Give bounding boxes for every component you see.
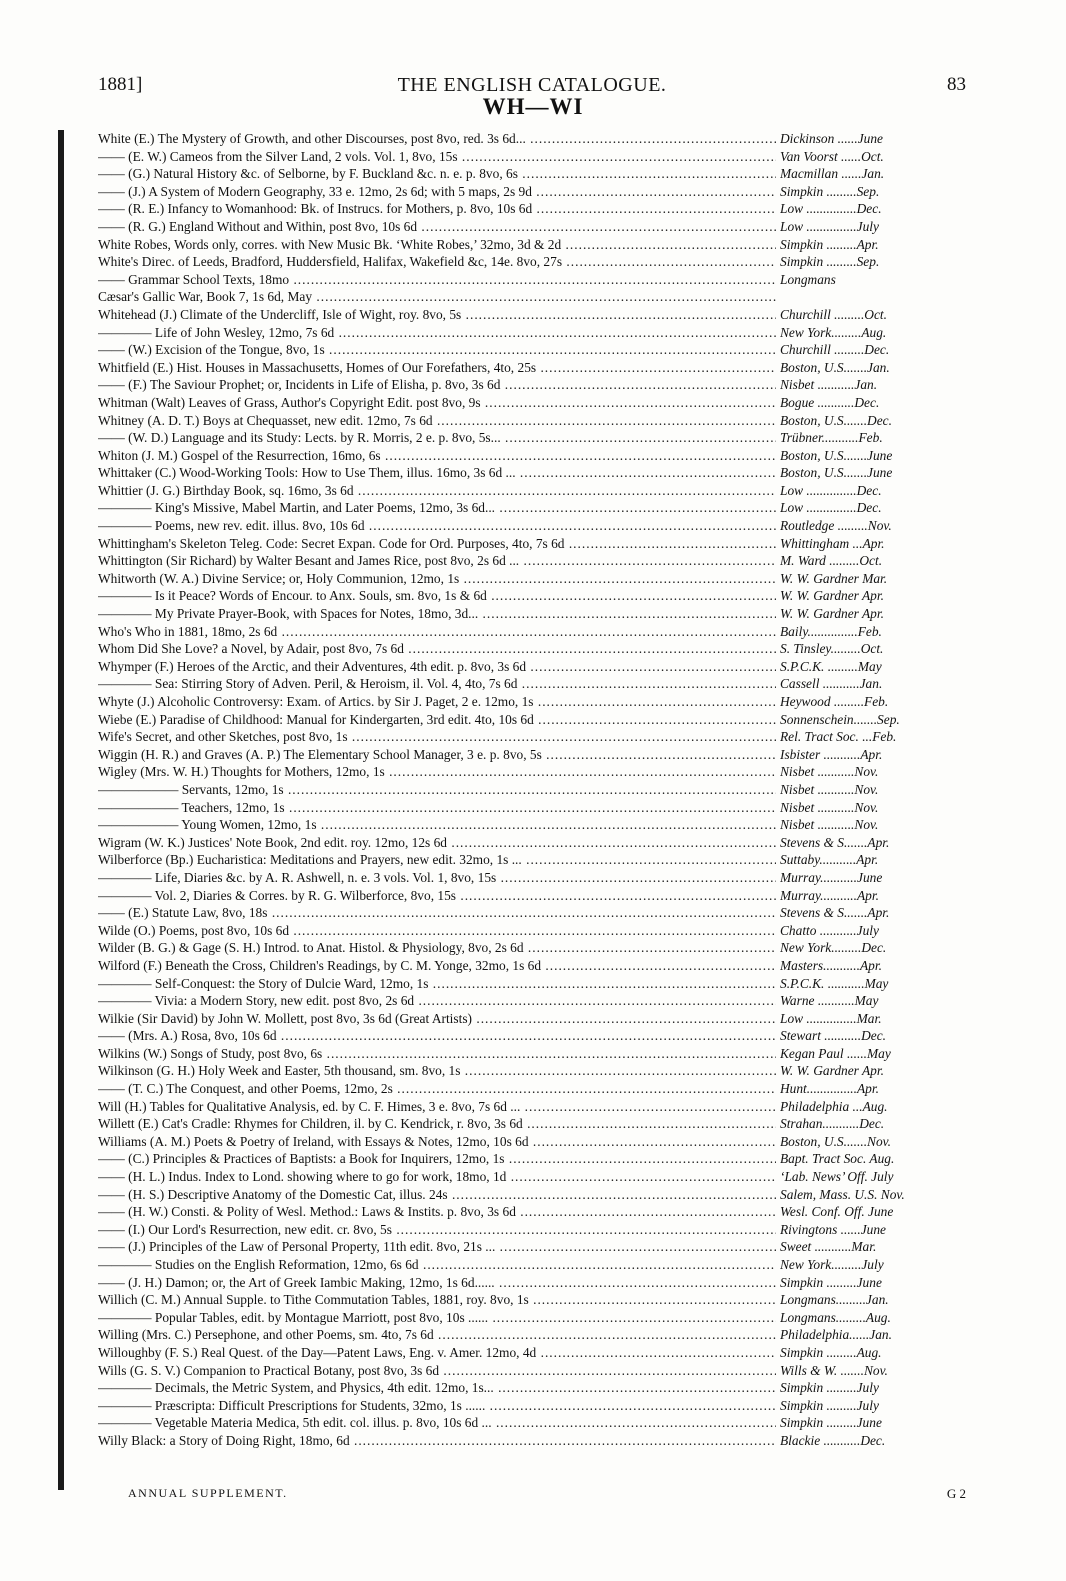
entry-publisher: S. Tinsley.........Oct. (780, 640, 966, 658)
entry-text: ———— Self-Conquest: the Story of Dulcie Ward, 12mo, 1s ..... (98, 975, 776, 993)
entry-publisher: Stevens & S.......Apr. (780, 904, 966, 922)
catalogue-entry (98, 957, 966, 975)
entry-publisher: Sweet ...........Mar. (780, 1238, 966, 1256)
entry-text: —— (W.) Excision of the Tongue, 8vo, 1s ..... (98, 341, 776, 359)
entry-text: —— (J.) A System of Modern Geography, 33 e. 12mo, 2s 6d; with 5 maps, 2s 9d ..... (98, 183, 776, 201)
entry-publisher: Nisbet ...........Nov. (780, 799, 966, 817)
entry-text: White's Direc. of Leeds, Bradford, Huddersfield, Halifax, Wakefield &c, 14e. 8vo, 27s ..... (98, 253, 776, 271)
catalogue-entry (98, 535, 966, 553)
entry-publisher: Philadelphia......Jan. (780, 1326, 966, 1344)
catalogue-entry (98, 341, 966, 359)
entry-publisher: Whittingham ...Apr. (780, 535, 966, 553)
catalogue-entry (98, 165, 966, 183)
entry-publisher: Rel. Tract Soc. ...Feb. (780, 728, 966, 746)
entry-text: ———— Life of John Wesley, 12mo, 7s 6d ..... (98, 324, 776, 342)
entry-text: Whittier (J. G.) Birthday Book, sq. 16mo, 3s 6d ..... (98, 482, 776, 500)
entry-publisher: Strahan...........Dec. (780, 1115, 966, 1133)
entry-publisher: Murray...........Apr. (780, 887, 966, 905)
entry-text: ———— Præscripta: Difficult Prescriptions for Students, 32mo, 1s ...... ..... (98, 1397, 776, 1415)
entry-text: Willett (E.) Cat's Cradle: Rhymes for Children, il. by C. Kendrick, r. 8vo, 3s 6d ..... (98, 1115, 776, 1133)
catalogue-entry (98, 359, 966, 377)
entry-publisher: Baily...............Feb. (780, 623, 966, 641)
catalogue-entry (98, 1010, 966, 1028)
entry-text: Whiton (J. M.) Gospel of the Resurrection, 16mo, 6s ..... (98, 447, 776, 465)
entry-text: —————— Servants, 12mo, 1s ..... (98, 781, 776, 799)
entry-publisher: Low ...............July (780, 218, 966, 236)
entry-publisher: Nisbet ...........Nov. (780, 781, 966, 799)
catalogue-entry (98, 1080, 966, 1098)
catalogue-entry (98, 834, 966, 852)
entry-text: —— (Mrs. A.) Rosa, 8vo, 10s 6d ..... (98, 1027, 776, 1045)
entry-text: —— (E. W.) Cameos from the Silver Land, 2 vols. Vol. 1, 8vo, 15s ..... (98, 148, 776, 166)
catalogue-entry (98, 1221, 966, 1239)
entry-text: —— (H. W.) Consti. & Polity of Wesl. Method.: Laws & Instits. p. 8vo, 3s 6d ..... (98, 1203, 776, 1221)
entry-text: Will (H.) Tables for Qualitative Analysis, ed. by C. F. Himes, 3 e. 8vo, 7s 6d ... ..... (98, 1098, 776, 1116)
entry-publisher: Nisbet ...........Nov. (780, 816, 966, 834)
entry-publisher: Simpkin .........July (780, 1379, 966, 1397)
entry-text: Whitney (A. D. T.) Boys at Chequasset, new edit. 12mo, 7s 6d ..... (98, 412, 776, 430)
entry-text: Whyte (J.) Alcoholic Controversy: Exam. of Artics. by Sir J. Paget, 2 e. 12mo, 1s ..... (98, 693, 776, 711)
catalogue-entry (98, 1027, 966, 1045)
entry-publisher: Philadelphia ...Aug. (780, 1098, 966, 1116)
catalogue-entry (98, 218, 966, 236)
entry-publisher: Bapt. Tract Soc. Aug. (780, 1150, 966, 1168)
entry-text: ———— Vegetable Materia Medica, 5th edit. col. illus. p. 8vo, 10s 6d ... ..... (98, 1414, 776, 1432)
entry-text: —— (W. D.) Language and its Study: Lects. by R. Morris, 2 e. p. 8vo, 5s... ..... (98, 429, 776, 447)
entry-text: —————— Teachers, 12mo, 1s ..... (98, 799, 776, 817)
header-year: 1881] (98, 74, 143, 95)
entry-text: —— (J. H.) Damon; or, the Art of Greek Iambic Making, 12mo, 1s 6d...... ..... (98, 1274, 776, 1292)
catalogue-entry (98, 1203, 966, 1221)
entry-publisher: Simpkin .........June (780, 1274, 966, 1292)
catalogue-entry (98, 1397, 966, 1415)
catalogue-entry (98, 992, 966, 1010)
entry-publisher: Churchill .........Oct. (780, 306, 966, 324)
entry-text: —— (H. L.) Indus. Index to Lond. showing where to go for work, 18mo, 1d ..... (98, 1168, 776, 1186)
catalogue-entry (98, 1045, 966, 1063)
entry-publisher: Stevens & S.......Apr. (780, 834, 966, 852)
entry-publisher: Murray...........June (780, 869, 966, 887)
entry-text: ———— Poems, new rev. edit. illus. 8vo, 10s 6d ..... (98, 517, 776, 535)
entry-publisher: Simpkin .........Apr. (780, 236, 966, 254)
catalogue-entry (98, 271, 966, 289)
entry-text: Wiebe (E.) Paradise of Childhood: Manual for Kindergarten, 3rd edit. 4to, 10s 6d ..... (98, 711, 776, 729)
entry-publisher: New York.........July (780, 1256, 966, 1274)
entry-text: Wigram (W. K.) Justices' Note Book, 2nd edit. roy. 12mo, 12s 6d ..... (98, 834, 776, 852)
entry-publisher: New York.........Aug. (780, 324, 966, 342)
catalogue-entry (98, 429, 966, 447)
entry-publisher: W. W. Gardner Mar. (780, 570, 966, 588)
catalogue-entry (98, 939, 966, 957)
catalogue-entry (98, 499, 966, 517)
entry-text: ———— Studies on the English Reformation, 12mo, 6s 6d ..... (98, 1256, 776, 1274)
catalogue-entry (98, 183, 966, 201)
signature-mark: G 2 (946, 1486, 966, 1501)
binding-shadow (58, 130, 64, 1490)
catalogue-entry (98, 130, 966, 148)
entry-publisher: Routledge .........Nov. (780, 517, 966, 535)
catalogue-entry (98, 288, 966, 306)
entry-publisher: Simpkin .........Sep. (780, 183, 966, 201)
entry-publisher: ‘Lab. News’ Off. July (780, 1168, 966, 1186)
catalogue-entry (98, 324, 966, 342)
catalogue-entry (98, 1150, 966, 1168)
catalogue-entry (98, 200, 966, 218)
catalogue-entry (98, 675, 966, 693)
entry-text: Cæsar's Gallic War, Book 7, 1s 6d, May ..... (98, 288, 776, 306)
entry-publisher: Simpkin .........June (780, 1414, 966, 1432)
entry-publisher: Van Voorst ......Oct. (780, 148, 966, 166)
catalogue-entry (98, 1115, 966, 1133)
entry-text: Wills (G. S. V.) Companion to Practical Botany, post 8vo, 3s 6d ..... (98, 1362, 776, 1380)
entry-publisher: Macmillan ......Jan. (780, 165, 966, 183)
entry-text: Willing (Mrs. C.) Persephone, and other Poems, sm. 4to, 7s 6d ..... (98, 1326, 776, 1344)
catalogue-entry (98, 394, 966, 412)
entry-publisher: Longmans.........Aug. (780, 1309, 966, 1327)
entry-publisher: Boston, U.S.......Dec. (780, 412, 966, 430)
entry-publisher: Boston, U.S.......June (780, 464, 966, 482)
entry-text: White (E.) The Mystery of Growth, and other Discourses, post 8vo, red. 3s 6d... ..... (98, 130, 776, 148)
entry-publisher: S.P.C.K. .........May (780, 658, 966, 676)
catalogue-entry (98, 1062, 966, 1080)
catalogue-entry (98, 447, 966, 465)
catalogue-entry (98, 587, 966, 605)
entry-publisher: Simpkin .........Sep. (780, 253, 966, 271)
entry-publisher: Bogue ...........Dec. (780, 394, 966, 412)
catalogue-entry (98, 640, 966, 658)
catalogue-entry (98, 253, 966, 271)
catalogue-entry (98, 376, 966, 394)
entry-publisher: Suttaby...........Apr. (780, 851, 966, 869)
page-number: 83 (947, 74, 966, 95)
entry-text: Willy Black: a Story of Doing Right, 18mo, 6d ..... (98, 1432, 776, 1450)
catalogue-entry (98, 482, 966, 500)
catalogue-entry (98, 605, 966, 623)
catalogue-entry (98, 1414, 966, 1432)
catalogue-entry (98, 658, 966, 676)
entry-text: Wilkinson (G. H.) Holy Week and Easter, 5th thousand, sm. 8vo, 1s ..... (98, 1062, 776, 1080)
catalogue-entry (98, 693, 966, 711)
catalogue-entry (98, 922, 966, 940)
entry-publisher: Longmans.........Jan. (780, 1291, 966, 1309)
catalogue-entry (98, 1168, 966, 1186)
entry-text: ———— Vivia: a Modern Story, new edit. post 8vo, 2s 6d ..... (98, 992, 776, 1010)
entry-publisher: Boston, U.S.......Nov. (780, 1133, 966, 1151)
catalogue-entry (98, 728, 966, 746)
catalogue-entry (98, 816, 966, 834)
catalogue-entry (98, 869, 966, 887)
entry-text: Wilford (F.) Beneath the Cross, Children's Readings, by C. M. Yonge, 32mo, 1s 6d ..... (98, 957, 776, 975)
catalogue-entry (98, 306, 966, 324)
catalogue-entry (98, 1256, 966, 1274)
entry-publisher: New York.........Dec. (780, 939, 966, 957)
entry-publisher: Rivingtons ......June (780, 1221, 966, 1239)
entry-text: ———— Vol. 2, Diaries & Corres. by R. G. Wilberforce, 8vo, 15s ..... (98, 887, 776, 905)
entry-publisher: Dickinson ......June (780, 130, 966, 148)
entry-publisher: Sonnenschein.......Sep. (780, 711, 966, 729)
entry-text: Wiggin (H. R.) and Graves (A. P.) The Elementary School Manager, 3 e. p. 8vo, 5s ..... (98, 746, 776, 764)
entry-text: Whittingham's Skeleton Teleg. Code: Secret Expan. Code for Ord. Purposes, 4to, 7s 6d ..... (98, 535, 776, 553)
page-footer (128, 1486, 966, 1506)
entry-publisher: Longmans (780, 271, 966, 289)
catalogue-entry (98, 1309, 966, 1327)
entry-publisher: Simpkin .........Aug. (780, 1344, 966, 1362)
entry-text: —————— Young Women, 12mo, 1s ..... (98, 816, 776, 834)
entry-text: ———— Is it Peace? Words of Encour. to Anx. Souls, sm. 8vo, 1s & 6d ..... (98, 587, 776, 605)
catalogue-entry (98, 904, 966, 922)
entry-publisher: Warne ...........May (780, 992, 966, 1010)
entry-text: Whitman (Walt) Leaves of Grass, Author's Copyright Edit. post 8vo, 9s ..... (98, 394, 776, 412)
entry-text: ———— Sea: Stirring Story of Adven. Peril, & Heroism, il. Vol. 4, 4to, 7s 6d ..... (98, 675, 776, 693)
catalogue-entry (98, 799, 966, 817)
entry-publisher: Chatto ...........July (780, 922, 966, 940)
entry-text: Whymper (F.) Heroes of the Arctic, and their Adventures, 4th edit. p. 8vo, 3s 6d ..... (98, 658, 776, 676)
entry-text: ———— Life, Diaries &c. by A. R. Ashwell, n. e. 3 vols. Vol. 1, 8vo, 15s ..... (98, 869, 776, 887)
footer-supplement: ANNUAL SUPPLEMENT. (128, 1486, 288, 1500)
entry-text: —— (C.) Principles & Practices of Baptists: a Book for Inquirers, 12mo, 1s ..... (98, 1150, 776, 1168)
entry-text: ———— My Private Prayer-Book, with Spaces for Notes, 18mo, 3d... ..... (98, 605, 776, 623)
catalogue-entry (98, 236, 966, 254)
catalogue-entry (98, 711, 966, 729)
entry-text: —— (R. E.) Infancy to Womanhood: Bk. of Instrucs. for Mothers, p. 8vo, 10s 6d ..... (98, 200, 776, 218)
catalogue-entry (98, 517, 966, 535)
catalogue-entry (98, 781, 966, 799)
entry-text: Whitfield (E.) Hist. Houses in Massachusetts, Homes of Our Forefathers, 4to, 25s ..... (98, 359, 776, 377)
entry-text: —— (T. C.) The Conquest, and other Poems, 12mo, 2s ..... (98, 1080, 776, 1098)
entry-publisher: Isbister ...........Apr. (780, 746, 966, 764)
entry-text: ———— Decimals, the Metric System, and Physics, 4th edit. 12mo, 1s... ..... (98, 1379, 776, 1397)
entry-publisher: Kegan Paul ......May (780, 1045, 966, 1063)
catalogue-entry (98, 1133, 966, 1151)
entry-text: —— (H. S.) Descriptive Anatomy of the Domestic Cat, illus. 24s ..... (98, 1186, 776, 1204)
entry-publisher: Low ...............Dec. (780, 482, 966, 500)
entry-publisher: Hunt...............Apr. (780, 1080, 966, 1098)
entry-publisher: W. W. Gardner Apr. (780, 605, 966, 623)
entry-publisher: M. Ward .........Oct. (780, 552, 966, 570)
entry-publisher: Churchill .........Dec. (780, 341, 966, 359)
entry-text: Wilkins (W.) Songs of Study, post 8vo, 6s ..... (98, 1045, 776, 1063)
entry-publisher: Trübner...........Feb. (780, 429, 966, 447)
entry-text: —— Grammar School Texts, 18mo ..... (98, 271, 776, 289)
catalogue-entry (98, 623, 966, 641)
catalogue-entry (98, 887, 966, 905)
header-title: THE ENGLISH CATALOGUE. (397, 74, 667, 96)
entry-text: Whitehead (J.) Climate of the Undercliff, Isle of Wight, roy. 8vo, 5s ..... (98, 306, 776, 324)
entry-publisher: Low ...............Dec. (780, 499, 966, 517)
entry-publisher: Heywood .........Feb. (780, 693, 966, 711)
entry-publisher: Nisbet ...........Jan. (780, 376, 966, 394)
section-heading: WH—WI (482, 94, 584, 119)
entry-publisher: Wills & W. .......Nov. (780, 1362, 966, 1380)
catalogue-entry (98, 570, 966, 588)
entry-publisher: Stewart ...........Dec. (780, 1027, 966, 1045)
entry-text: Wife's Secret, and other Sketches, post 8vo, 1s ..... (98, 728, 776, 746)
entry-publisher: Boston, U.S.......June (780, 447, 966, 465)
catalogue-entry (98, 1362, 966, 1380)
entry-text: Willoughby (F. S.) Real Quest. of the Day—Patent Laws, Eng. v. Amer. 12mo, 4d ..... (98, 1344, 776, 1362)
catalogue-entry (98, 412, 966, 430)
entry-text: Wigley (Mrs. W. H.) Thoughts for Mothers, 12mo, 1s ..... (98, 763, 776, 781)
entry-publisher: Blackie ...........Dec. (780, 1432, 966, 1450)
entry-publisher: Masters...........Apr. (780, 957, 966, 975)
entry-publisher: Boston, U.S.......Jan. (780, 359, 966, 377)
entry-text: Wilde (O.) Poems, post 8vo, 10s 6d ..... (98, 922, 776, 940)
entry-text: Wilberforce (Bp.) Eucharistica: Meditations and Prayers, new edit. 32mo, 1s ... ..... (98, 851, 776, 869)
entry-text: Whitworth (W. A.) Divine Service; or, Holy Communion, 12mo, 1s ..... (98, 570, 776, 588)
catalogue-entry (98, 1098, 966, 1116)
entry-text: —— (I.) Our Lord's Resurrection, new edit. cr. 8vo, 5s ..... (98, 1221, 776, 1239)
entry-publisher: Salem, Mass. U.S. Nov. (780, 1186, 966, 1204)
entry-publisher: Cassell ...........Jan. (780, 675, 966, 693)
entry-publisher: Wesl. Conf. Off. June (780, 1203, 966, 1221)
entry-publisher: W. W. Gardner Apr. (780, 587, 966, 605)
catalogue-entry (98, 464, 966, 482)
entry-text: Williams (A. M.) Poets & Poetry of Ireland, with Essays & Notes, 12mo, 10s 6d ..... (98, 1133, 776, 1151)
entry-text: Wilder (B. G.) & Gage (S. H.) Introd. to Anat. Histol. & Physiology, 8vo, 2s 6d ..... (98, 939, 776, 957)
catalogue-entry (98, 746, 966, 764)
catalogue-entry (98, 1238, 966, 1256)
entry-text: Wilkie (Sir David) by John W. Mollett, post 8vo, 3s 6d (Great Artists) ..... (98, 1010, 776, 1028)
catalogue-entry (98, 1274, 966, 1292)
entry-publisher: W. W. Gardner Apr. (780, 1062, 966, 1080)
entry-publisher: Low ...............Mar. (780, 1010, 966, 1028)
catalogue-entry (98, 1291, 966, 1309)
entry-publisher: Low ...............Dec. (780, 200, 966, 218)
catalogue-entry (98, 552, 966, 570)
catalogue-entry (98, 1344, 966, 1362)
entry-publisher: S.P.C.K. ...........May (780, 975, 966, 993)
catalogue-entry (98, 1186, 966, 1204)
entry-text: —— (E.) Statute Law, 8vo, 18s ..... (98, 904, 776, 922)
entry-text: White Robes, Words only, corres. with New Music Bk. ‘White Robes,’ 32mo, 3d & 2d ..... (98, 236, 776, 254)
catalogue-entry (98, 1432, 966, 1450)
entry-publisher: Simpkin .........July (780, 1397, 966, 1415)
entry-text: Willich (C. M.) Annual Supple. to Tithe Commutation Tables, 1881, roy. 8vo, 1s ..... (98, 1291, 776, 1309)
entry-text: Whom Did She Love? a Novel, by Adair, post 8vo, 7s 6d ..... (98, 640, 776, 658)
entry-text: Whittaker (C.) Wood-Working Tools: How to Use Them, illus. 16mo, 3s 6d ... ..... (98, 464, 776, 482)
entry-text: —— (G.) Natural History &c. of Selborne, by F. Buckland &c. n. e. p. 8vo, 6s ..... (98, 165, 776, 183)
catalogue-entry (98, 1379, 966, 1397)
entry-text: —— (R. G.) England Without and Within, post 8vo, 10s 6d ..... (98, 218, 776, 236)
catalogue-entry (98, 975, 966, 993)
catalogue-entry (98, 148, 966, 166)
entry-text: Who's Who in 1881, 18mo, 2s 6d ..... (98, 623, 776, 641)
entry-text: —— (F.) The Saviour Prophet; or, Incidents in Life of Elisha, p. 8vo, 3s 6d ..... (98, 376, 776, 394)
entry-text: ———— Popular Tables, edit. by Montague Marriott, post 8vo, 10s ...... ..... (98, 1309, 776, 1327)
catalogue-entry (98, 851, 966, 869)
entry-text: ———— King's Missive, Mabel Martin, and Later Poems, 12mo, 3s 6d... ..... (98, 499, 776, 517)
catalogue-entry (98, 763, 966, 781)
entry-text: —— (J.) Principles of the Law of Personal Property, 11th edit. 8vo, 21s ... ..... (98, 1238, 776, 1256)
catalogue-entry (98, 1326, 966, 1344)
entry-text: Whittington (Sir Richard) by Walter Besant and James Rice, post 8vo, 2s 6d ... ..... (98, 552, 776, 570)
catalogue-entries (98, 130, 966, 1450)
entry-publisher: Nisbet ...........Nov. (780, 763, 966, 781)
